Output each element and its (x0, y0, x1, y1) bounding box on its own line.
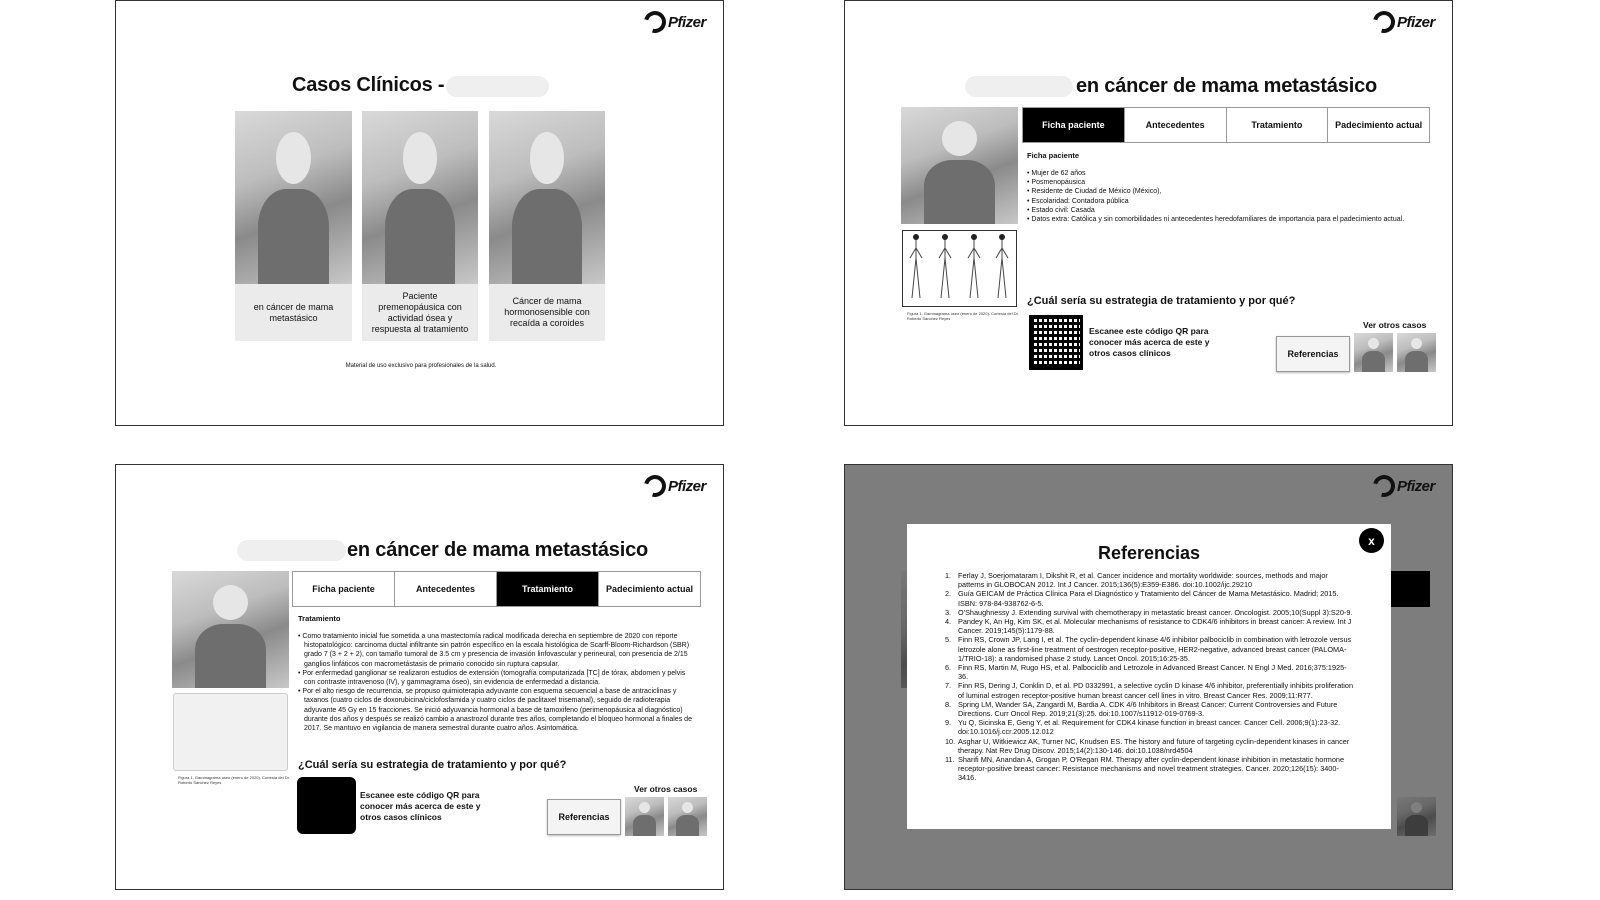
pfizer-mark-icon (1369, 471, 1399, 501)
reference-text: O'Shaughnessy J. Extending survival with chemotherapy in metastatic breast cancer. Oncologist. 2005;10(Suppl 3):S20-9. (958, 607, 1353, 617)
reference-text: Finn RS, Dering J, Conklin D, et al. PD 0332991, a selective cyclin D kinase 4/6 inhibitor, preferentially inhibits proliferation of luminal estrogen receptor-positive human breast cancer cell lines in vitro. Breast Cancer Res. 2009;11:R77. (958, 681, 1354, 700)
qr-instructions: Escanee este código QR para conocer más acerca de este y otros casos clínicos (1089, 326, 1210, 358)
reference-text: Guía GEICAM de Práctica Clínica Para el Diagnóstico y Tratamiento del Cáncer de Mama Metastásico. Madrid; 2015. ISBN: 978-84-938762-6-5. (958, 589, 1339, 608)
reference-item (945, 663, 1355, 681)
slide-case-tratamiento (115, 464, 724, 890)
references-modal (907, 524, 1391, 829)
tab-padecimiento-actual[interactable]: Padecimiento actual (1328, 108, 1429, 142)
reference-number: 6. (945, 663, 952, 673)
see-other-cases-label: Ver otros casos (634, 784, 698, 794)
slide-case-ficha (844, 0, 1453, 426)
reference-text: Spring LM, Wander SA, Zangardi M, Bardia A. CDK 4/6 Inhibitors in Breast Cancer: Current Controversies and Future Directions. Curr Oncol Rep. 2019;21(3):25. doi:10.1007/s11912-019-0769-3. (958, 699, 1338, 719)
case-card-caption: en cáncer de mama metastásico (235, 284, 352, 341)
reference-item (945, 737, 1355, 755)
redacted-name (446, 76, 549, 97)
tab-antecedentes[interactable]: Antecedentes (395, 572, 497, 606)
reference-text: Finn RS, Crown JP, Lang I, et al. The cyclin-dependent kinase 4/6 inhibitor palbociclib in combination with letrozole versus letrozole alone as first-line treatment of oestrogen receptor-positive, HER2-negative, advanced breast cancer (PALOMA-1/TRIO-18): a randomised phase 2 study. Lancet Oncol. 2015;16:25-35. (958, 635, 1352, 663)
case-card-caption: Cáncer de mama hormonosensible con recaída a coroides (489, 284, 605, 341)
reference-number: 2. (945, 589, 952, 599)
reference-item (945, 608, 1355, 617)
pfizer-logo (1373, 475, 1435, 497)
reference-number: 5. (945, 635, 952, 645)
list-item: • Escolaridad: Contadora pública (1027, 197, 1427, 206)
case-title: en cáncer de mama metastásico (347, 539, 649, 561)
modal-title: Referencias (1097, 543, 1201, 563)
pfizer-logo (644, 11, 706, 33)
redacted-name (237, 540, 346, 561)
ficha-list (1027, 169, 1427, 224)
reference-number: 11. (945, 755, 955, 765)
list-item: • Posmenopáusica (1027, 178, 1427, 187)
other-case-thumbnail[interactable] (1397, 333, 1436, 372)
pfizer-mark-icon (1369, 7, 1399, 37)
case-tabs (292, 571, 701, 607)
tab-tratamiento[interactable]: Tratamiento (1227, 108, 1329, 142)
qr-code (1029, 315, 1083, 370)
bone-scan-figure (902, 230, 1017, 307)
page-title: Casos Clínicos - (292, 74, 445, 96)
case-card-caption: Paciente premenopáusica con actividad ósea y respuesta al tratamiento (362, 284, 478, 341)
patient-photo (901, 107, 1018, 224)
section-heading: Tratamiento (298, 614, 341, 623)
patient-photo (362, 111, 478, 284)
section-heading: Ficha paciente (1027, 151, 1080, 160)
reference-number: 4. (945, 617, 952, 627)
list-item: • Residente de Ciudad de México (México), (1027, 187, 1427, 196)
references-button[interactable]: Referencias (1276, 336, 1350, 372)
qr-code (297, 777, 356, 834)
qr-instructions: Escanee este código QR para conocer más acerca de este y otros casos clínicos (360, 790, 481, 822)
pfizer-logo (644, 475, 706, 497)
tab-ficha-paciente[interactable]: Ficha paciente (1023, 108, 1125, 142)
tratamiento-list (298, 632, 698, 733)
tab-padecimiento-actual[interactable]: Padecimiento actual (599, 572, 700, 606)
question-text: ¿Cuál sería su estrategia de tratamiento y por qué? (298, 759, 567, 771)
reference-item (945, 617, 1355, 635)
logo-text: Pfizer (668, 13, 706, 31)
reference-item (945, 681, 1355, 699)
figure-caption: Figura 1. Gammagrama óseo (enero de 2020). Cortesía del Dr. Roberto Sánchez Reyes (178, 775, 290, 785)
patient-photo (172, 571, 289, 688)
reference-item (945, 589, 1355, 607)
logo-text: Pfizer (1397, 13, 1435, 31)
list-item: • Como tratamiento inicial fue sometida a una mastectomía radical modificada derecha en septiembre de 2020 con reporte histopatológico: carcinoma ductal infiltrante sin patrón específico en la escala histológica de Scarff-Bloom-Richardson (SBR) grado 7 (3 + 2 + 2), con tamaño tumoral de 3.5 cm y presencia de invasión linfovascular y perineural, con presencia de 2/15 ganglios linfáticos con macrometástasis de primario conocido sin ruptura capsular. (298, 632, 698, 669)
reference-text: Sharifi MN, Anandan A, Grogan P, O'Regan RM. Therapy after cyclin-dependent kinase inhibition in metastatic hormone receptor-positive breast cancer: Resistance mechanisms and novel treatment strategies. Cancer. 2020;126(15): 3400-3416. (958, 755, 1345, 783)
reference-text: Ferlay J, Soerjomataram I, Dikshit R, et al. Cancer incidence and mortality worldwide: sources, methods and major patterns in GLOBOCAN 2012. Int J Cancer. 2015;136(5):E359-E386. doi:10.1002/ijc.29210 (958, 571, 1328, 590)
reference-text: Pandey K, An Hg, Kim SK, et al. Molecular mechanisms of resistance to CDK4/6 inhibitors in breast cancer: A review. Int J Cancer. 2019;145(5):1179-88. (958, 617, 1352, 636)
list-item: • Por enfermedad ganglionar se realizaron estudios de extensión (tomografía computarizada [TC] de tórax, abdomen y pelvis con contraste intravenoso (IV), y gammagrama óseo), sin evidencia de enfermedad a distancia. (298, 669, 698, 687)
reference-number: 8. (945, 699, 952, 709)
reference-text: Finn RS, Martin M, Rugo HS, et al. Palbociclib and Letrozole in Advanced Breast Cancer. N Engl J Med. 2016;375:1925-36. (958, 663, 1347, 682)
case-tabs (1022, 107, 1430, 143)
references-list (945, 571, 1355, 783)
reference-number: 3. (945, 607, 952, 617)
case-title: en cáncer de mama metastásico (1076, 75, 1378, 97)
tab-ficha-paciente[interactable]: Ficha paciente (293, 572, 395, 606)
pfizer-logo (1373, 11, 1435, 33)
reference-number: 10. (945, 736, 956, 746)
close-icon[interactable]: x (1359, 528, 1384, 553)
list-item: • Mujer de 62 años (1027, 169, 1427, 178)
patient-photo (235, 111, 352, 284)
list-item: • Por el alto riesgo de recurrencia, se propuso quimioterapia adyuvante con esquema secuencial a base de antraciclinas y taxanos (cuatro ciclos de doxorubicina/ciclofosfamida y cuatro ciclos de paclitaxel trisemanal), seguido de radioterapia adyuvante 45 Gy en 15 fracciones. Se inició adyuvancia hormonal a base de tamoxifeno (perimenopáusica al diagnóstico) durante dos años y después se realizó cambio a anastrozol durante tres años, completando el bloqueo hormonal a finales de 2017. Se mantuvo en vigilancia de manera semestral durante cuatro años. Asintomática. (298, 687, 698, 733)
patient-photo (489, 111, 605, 284)
tab-tratamiento[interactable]: Tratamiento (497, 572, 599, 606)
list-item: • Estado civil: Casada (1027, 206, 1427, 215)
list-item: • Datos extra: Católica y sin comorbilidades ni antecedentes heredofamiliares de importancia para el padecimiento actual. (1027, 215, 1427, 224)
other-case-thumbnail[interactable] (625, 797, 664, 836)
other-case-thumbnail[interactable] (668, 797, 707, 836)
reference-text: Yu Q, Sicinska E, Geng Y, et al. Requirement for CDK4 kinase function in breast cancer. Cancer Cell. 2006;9(1):23-32. doi:10.1016/j.ccr.2005.12.012 (958, 718, 1341, 737)
figure-caption: Figura 1. Gammagrama óseo (enero de 2020). Cortesía del Dr. Roberto Sánchez Reyes (907, 311, 1019, 321)
reference-text: Asghar U, Witkiewicz AK, Turner NC, Knudsen ES. The history and future of targeting cyclin-dependent kinases in cancer therapy. Nat Rev Drug Discov. 2015;14(2):130-146. doi:10.1038/nrd4504 (958, 736, 1350, 755)
tab-antecedentes[interactable]: Antecedentes (1125, 108, 1227, 142)
reference-item (945, 571, 1355, 589)
pfizer-mark-icon (640, 471, 670, 501)
logo-text: Pfizer (668, 477, 706, 495)
see-other-cases-label: Ver otros casos (1363, 320, 1427, 330)
redacted-name (965, 76, 1073, 97)
reference-number: 1. (945, 571, 952, 580)
pfizer-mark-icon (640, 7, 670, 37)
reference-number: 7. (945, 681, 952, 691)
reference-item (945, 718, 1355, 736)
slide-cases-overview (115, 0, 724, 426)
question-text: ¿Cuál sería su estrategia de tratamiento y por qué? (1027, 295, 1296, 307)
references-button[interactable]: Referencias (547, 799, 621, 835)
other-case-thumbnail[interactable] (1354, 333, 1393, 372)
figure-placeholder (173, 693, 288, 771)
reference-item (945, 635, 1355, 663)
logo-text: Pfizer (1397, 477, 1435, 495)
other-case-thumbnail-dimmed (1397, 797, 1436, 836)
reference-number: 9. (945, 718, 952, 728)
reference-item (945, 700, 1355, 718)
disclaimer-footer: Material de uso exclusivo para profesionales de la salud. (345, 363, 497, 369)
reference-item (945, 755, 1355, 783)
slide-references-modal[interactable] (844, 464, 1453, 890)
